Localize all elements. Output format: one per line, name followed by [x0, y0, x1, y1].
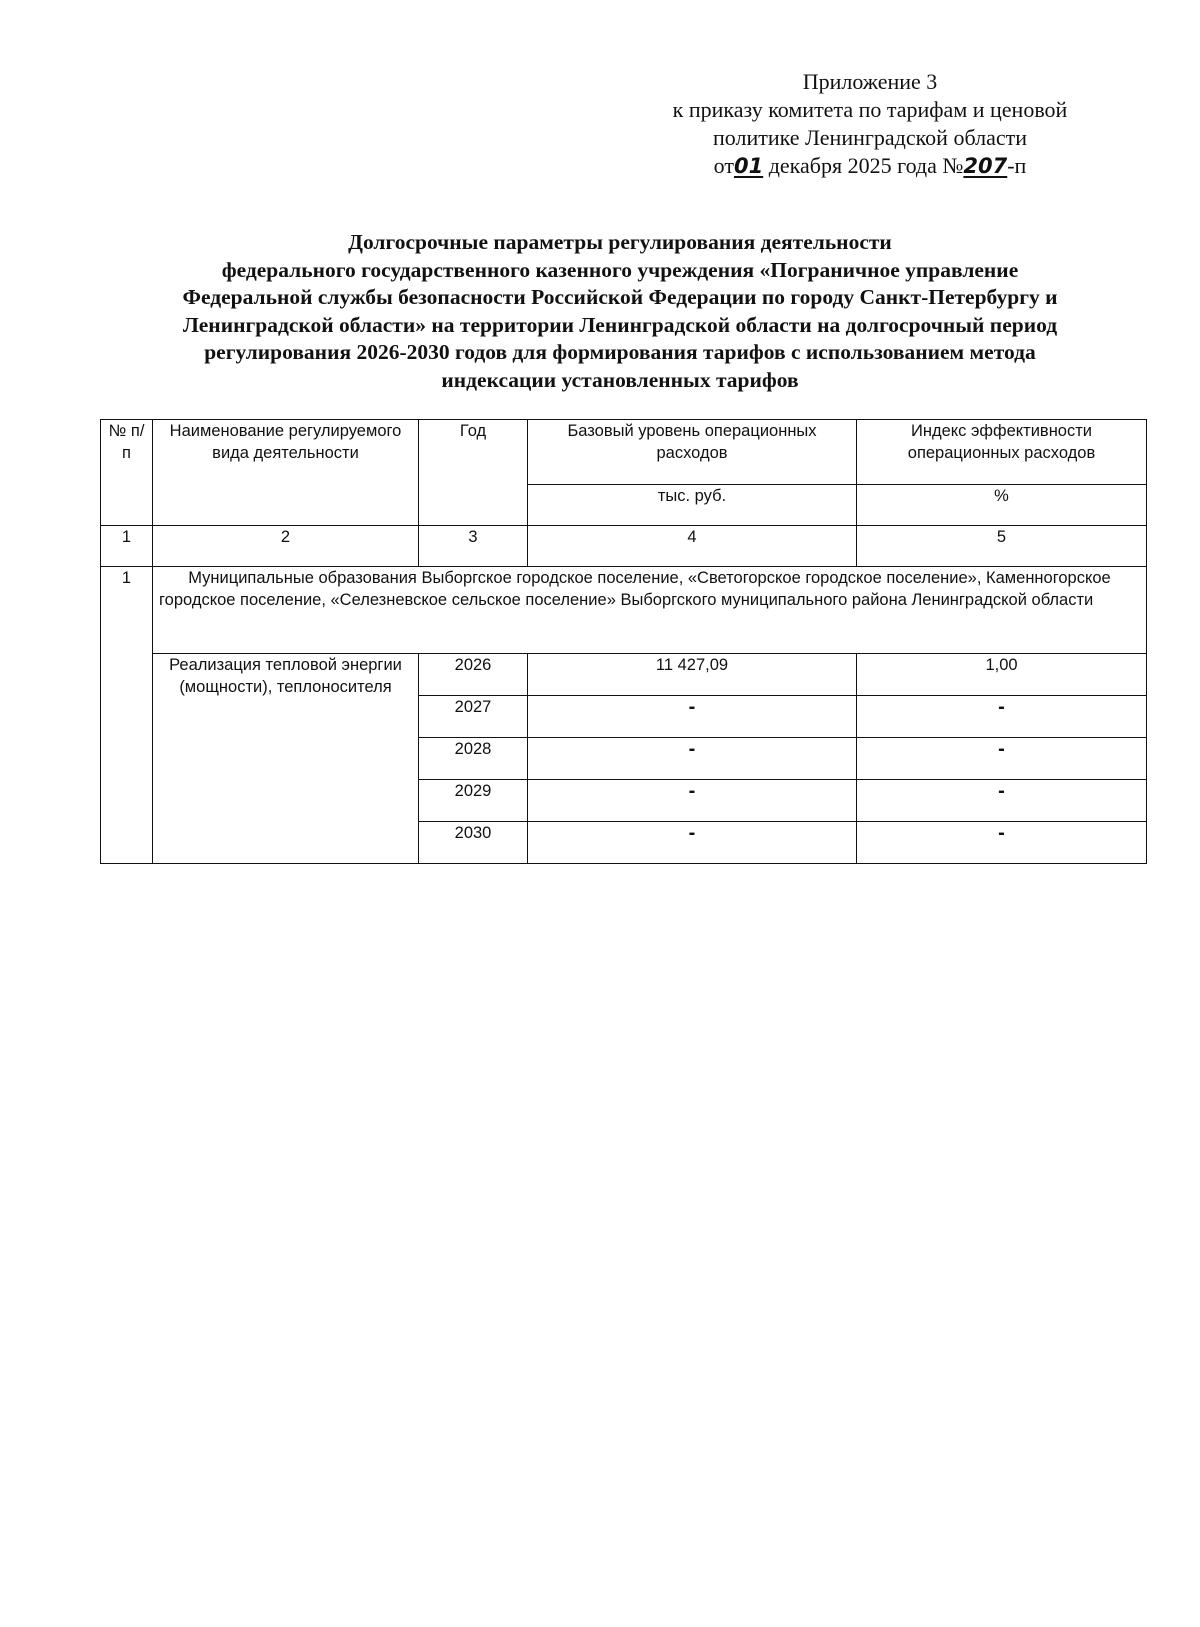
base-level-cell: - [528, 696, 857, 738]
date-rest: декабря 2025 года № [768, 153, 964, 178]
document-title [100, 229, 1140, 394]
handwritten-day: 01 [733, 154, 764, 178]
base-level-cell: - [528, 822, 857, 864]
index-cell: - [857, 738, 1147, 780]
order-line-1: к приказу комитета по тарифам и ценовой [672, 97, 1068, 122]
order-date-line [620, 152, 1120, 180]
handwritten-order-number: 207 [963, 154, 1008, 178]
column-numbers-row [101, 526, 1147, 567]
year-cell: 2026 [419, 654, 528, 696]
header-year: Год [419, 420, 528, 526]
index-cell: - [857, 696, 1147, 738]
appendix-header [620, 68, 1120, 180]
parameters-table [100, 419, 1147, 864]
column-number: 3 [419, 526, 528, 567]
table-row [101, 654, 1147, 696]
header-efficiency-index: Индекс эффективности операционных расходов [857, 420, 1147, 485]
unit-efficiency-index: % [857, 485, 1147, 526]
municipalities-row [101, 567, 1147, 654]
municipalities-text: Муниципальные образования Выборгское городское поселение, «Светогорское городское поселение», Каменногорское городское поселение, «Селезневское сельское поселение» Выборгского муниципального района Ленинградской области [153, 567, 1147, 654]
index-cell: - [857, 822, 1147, 864]
index-cell: - [857, 780, 1147, 822]
order-suffix: -п [1007, 153, 1027, 178]
column-number: 1 [101, 526, 153, 567]
title-line: Ленинградской области» на территории Ленинградской области на долгосрочный период [182, 312, 1058, 337]
header-activity: Наименование регулируемого вида деятельности [153, 420, 419, 526]
base-level-cell: 11 427,09 [528, 654, 857, 696]
year-cell: 2027 [419, 696, 528, 738]
order-line-2: политике Ленинградской области [712, 125, 1027, 150]
base-level-cell: - [528, 738, 857, 780]
section-number: 1 [101, 567, 153, 864]
year-cell: 2029 [419, 780, 528, 822]
title-line: регулирования 2026-2030 годов для формирования тарифов с использованием метода [204, 340, 1036, 364]
date-prefix: от [713, 153, 734, 178]
base-level-cell: - [528, 780, 857, 822]
title-line: Долгосрочные параметры регулирования деятельности [348, 230, 892, 254]
year-cell: 2030 [419, 822, 528, 864]
appendix-label: Приложение 3 [802, 69, 938, 94]
column-number: 2 [153, 526, 419, 567]
unit-base-level: тыс. руб. [528, 485, 857, 526]
table-header-row [101, 420, 1147, 485]
header-base-level: Базовый уровень операционных расходов [528, 420, 857, 485]
title-line: федерального государственного казенного учреждения «Пограничное управление [221, 257, 1019, 282]
index-cell: 1,00 [857, 654, 1147, 696]
year-cell: 2028 [419, 738, 528, 780]
header-num: № п/п [101, 420, 153, 526]
activity-name: Реализация тепловой энергии (мощности), теплоносителя [153, 654, 419, 864]
column-number: 5 [857, 526, 1147, 567]
column-number: 4 [528, 526, 857, 567]
title-line: индексации установленных тарифов [441, 367, 799, 392]
title-line: Федеральной службы безопасности Российской Федерации по городу Санкт-Петербургу и [182, 285, 1058, 309]
